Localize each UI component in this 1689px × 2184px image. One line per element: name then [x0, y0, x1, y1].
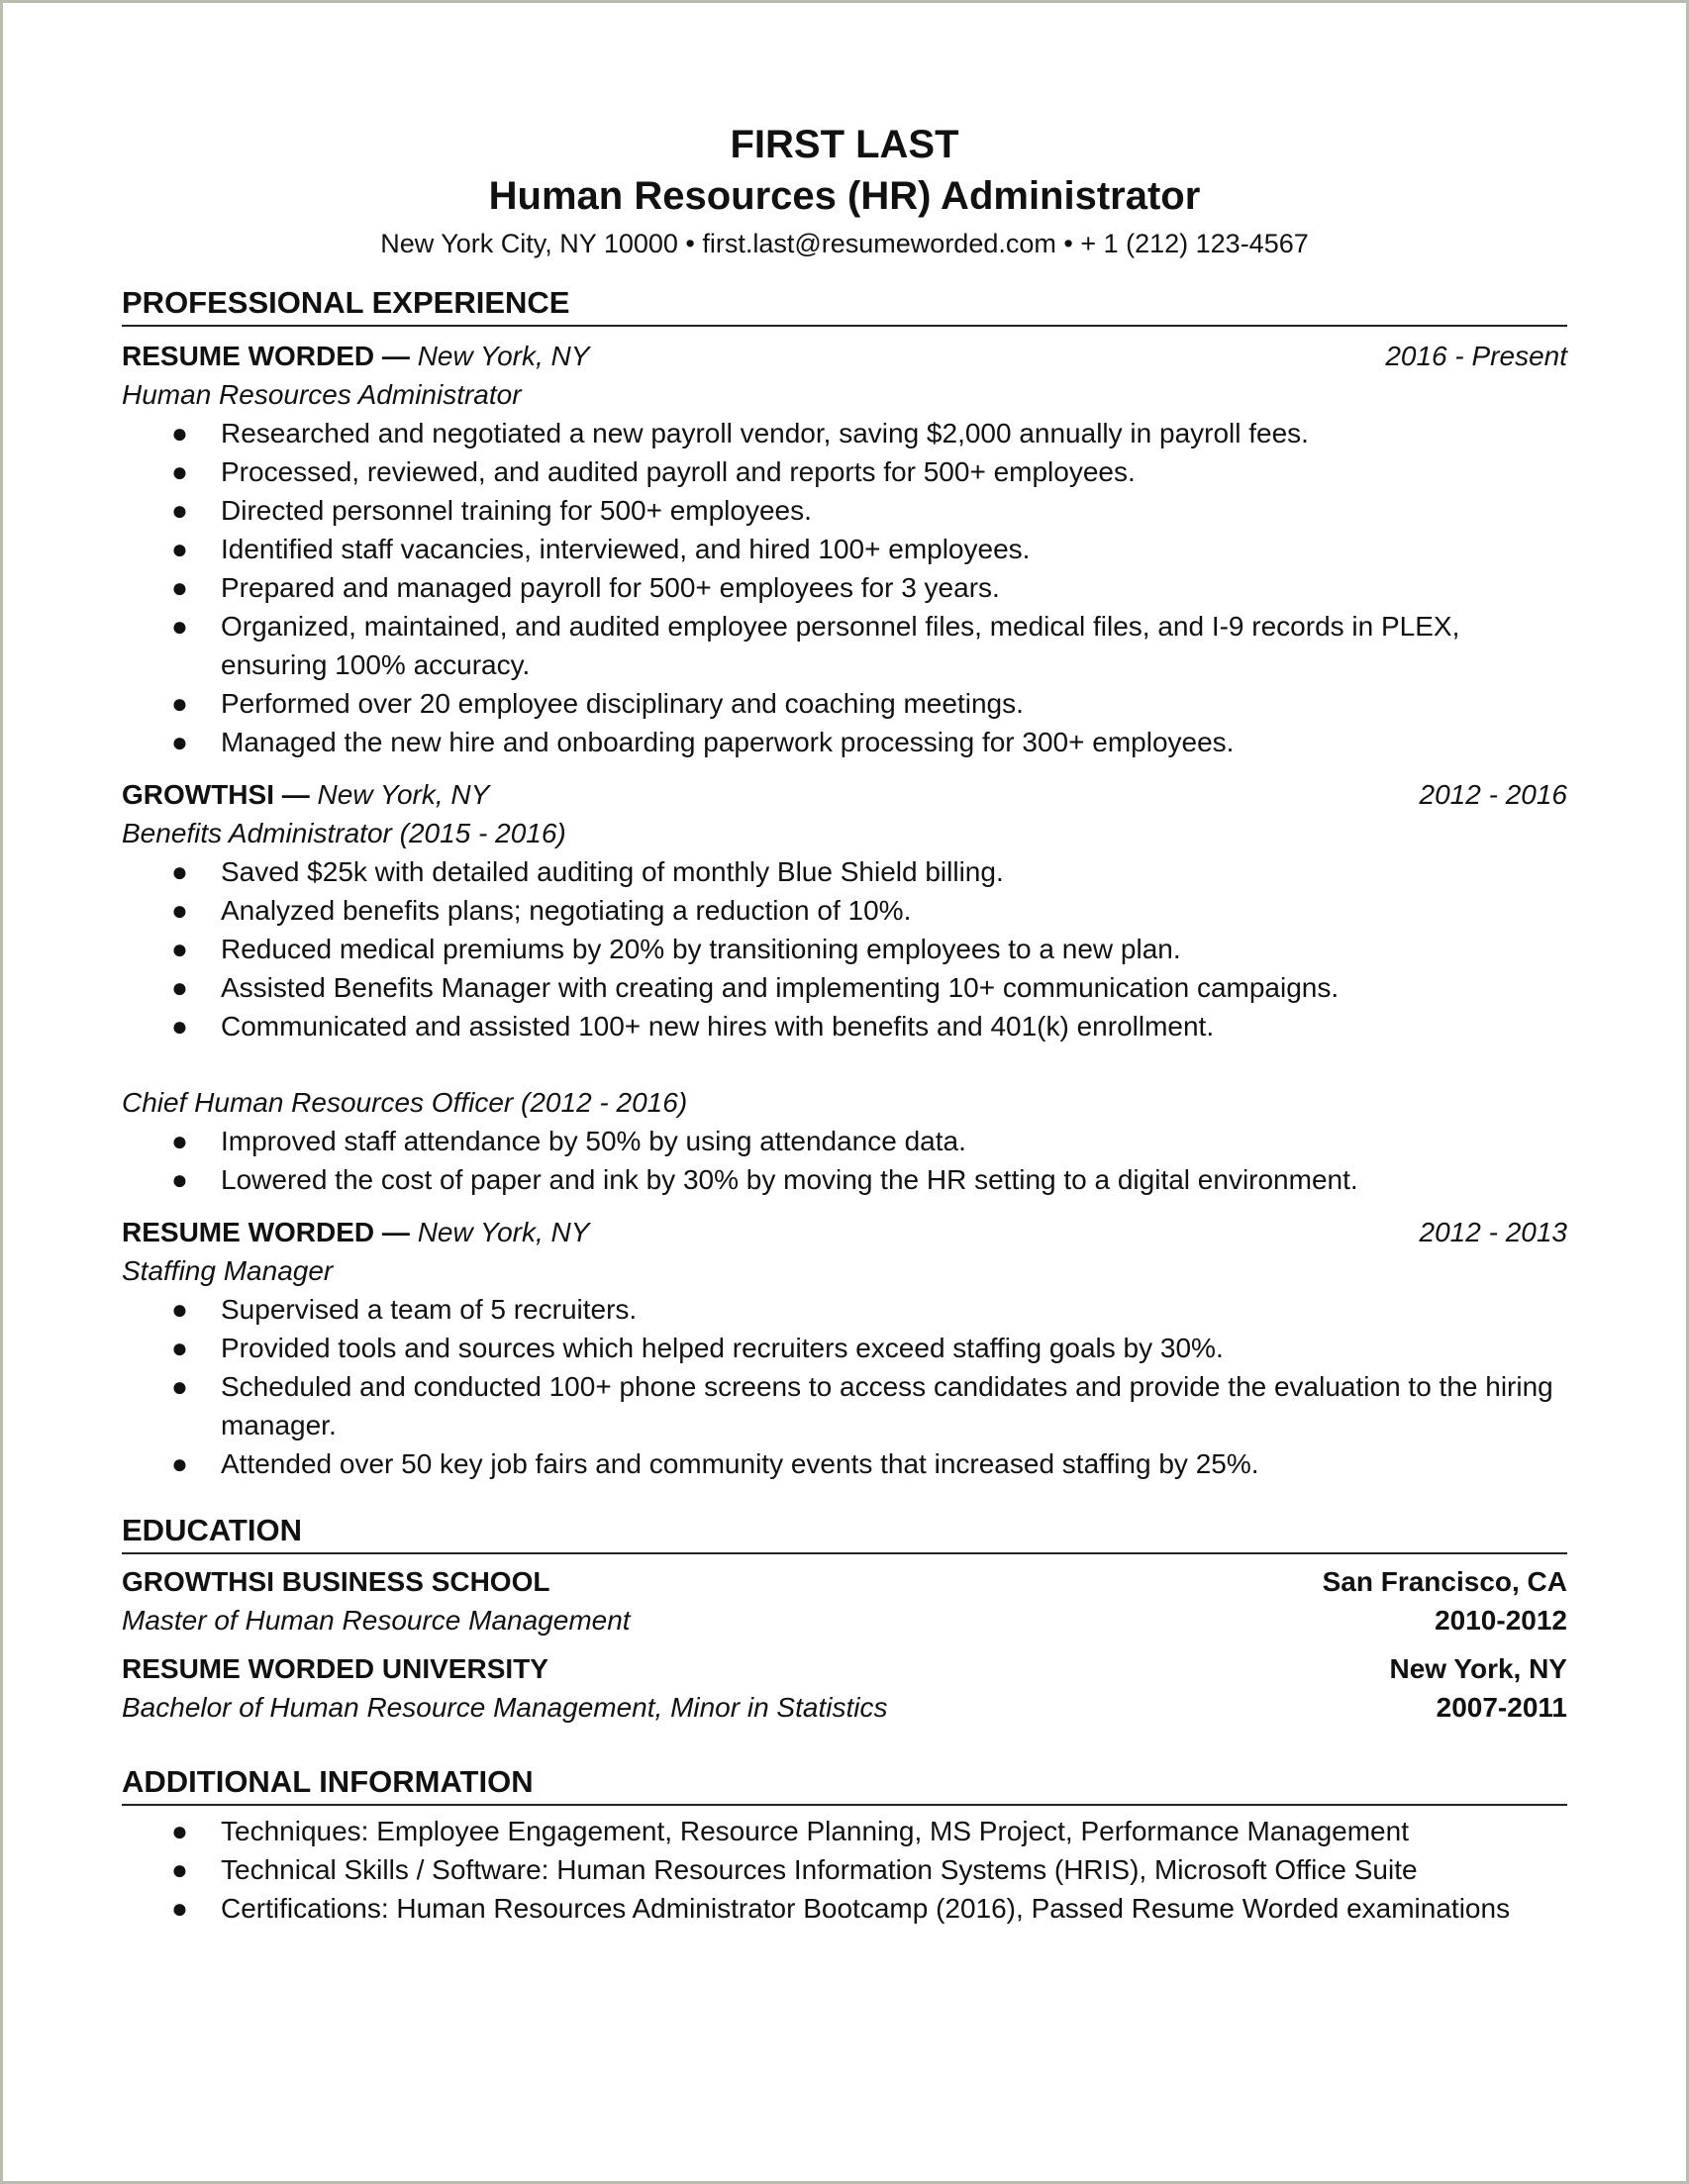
- bullet-text: Communicated and assisted 100+ new hires with benefits and 401(k) enrollment.: [221, 1011, 1215, 1042]
- bullet-text: Processed, reviewed, and audited payroll and reports for 500+ employees.: [221, 456, 1136, 487]
- job-role-title: Human Resources Administrator: [122, 379, 522, 410]
- bullet-dot: ●: [171, 456, 188, 487]
- candidate-title: Human Resources (HR) Administrator: [488, 174, 1201, 218]
- job-header: [122, 337, 1567, 375]
- bullet-text: Managed the new hire and onboarding paperwork processing for 300+ employees.: [221, 727, 1235, 757]
- bullet-dot: ●: [171, 495, 188, 526]
- additional-heading: ADDITIONAL INFORMATION: [122, 1762, 1567, 1806]
- bullet-text: Identified staff vacancies, interviewed, and hired 100+ employees.: [221, 534, 1031, 564]
- school-location: San Francisco, CA: [1322, 1566, 1567, 1597]
- bullet-text: Attended over 50 key job fairs and community events that increased staffing by 25%.: [221, 1448, 1259, 1479]
- bullet-item: [122, 1444, 1567, 1483]
- job-entry: [122, 775, 1567, 1199]
- bullet-item: [122, 852, 1567, 891]
- job-org: RESUME WORDED —: [122, 1217, 410, 1247]
- bullet-list: [122, 852, 1567, 1045]
- bullet-dot: ●: [171, 895, 188, 926]
- job-org-location: [122, 775, 489, 814]
- school-name: GROWTHSI BUSINESS SCHOOL: [122, 1566, 550, 1597]
- bullet-item: [122, 530, 1567, 568]
- bullet-dot: ●: [171, 1126, 188, 1156]
- bullet-dot: ●: [171, 534, 188, 564]
- bullet-list: [122, 1290, 1567, 1483]
- job-role-title: Chief Human Resources Officer (2012 - 2016): [122, 1087, 688, 1118]
- school-name: RESUME WORDED UNIVERSITY: [122, 1653, 548, 1684]
- experience-list: [122, 337, 1567, 1483]
- job-org-location: [122, 337, 589, 375]
- bullet-item: [122, 1889, 1567, 1928]
- bullet-text: Researched and negotiated a new payroll vendor, saving $2,000 annually in payroll fees.: [221, 418, 1309, 448]
- job-role-title: Benefits Administrator (2015 - 2016): [122, 818, 566, 848]
- education-row: [122, 1601, 1567, 1639]
- bullet-dot: ●: [171, 1164, 188, 1195]
- contact-line: New York City, NY 10000 • first.last@resumeworded.com • + 1 (212) 123-4567: [380, 229, 1309, 258]
- degree-name: Bachelor of Human Resource Management, Minor in Statistics: [122, 1692, 888, 1723]
- job-dates: 2012 - 2013: [1419, 1217, 1567, 1247]
- job-org-location: [122, 1213, 589, 1251]
- bullet-text: Saved $25k with detailed auditing of monthly Blue Shield billing.: [221, 856, 1004, 887]
- candidate-name: FIRST LAST: [730, 123, 959, 166]
- education-entry: [122, 1649, 1567, 1727]
- job-header: [122, 775, 1567, 814]
- bullet-item: [122, 1290, 1567, 1329]
- bullet-text: Technical Skills / Software: Human Resources Information Systems (HRIS), Microsoft Office Suite: [221, 1854, 1418, 1885]
- bullet-text: Reduced medical premiums by 20% by transitioning employees to a new plan.: [221, 934, 1181, 964]
- bullet-item: [122, 1367, 1567, 1444]
- bullet-item: [122, 684, 1567, 723]
- bullet-item: [122, 452, 1567, 491]
- education-entry: [122, 1562, 1567, 1639]
- bullet-dot: ●: [171, 1448, 188, 1479]
- bullet-dot: ●: [171, 1816, 188, 1846]
- bullet-text: Directed personnel training for 500+ employees.: [221, 495, 812, 526]
- bullet-dot: ●: [171, 688, 188, 719]
- education-row: [122, 1562, 1567, 1601]
- bullet-item: [122, 491, 1567, 530]
- degree-years: 2010-2012: [1435, 1605, 1567, 1636]
- bullet-item: [122, 568, 1567, 607]
- bullet-item: [122, 1160, 1567, 1199]
- bullet-text: Certifications: Human Resources Administrator Bootcamp (2016), Passed Resume Worded examinations: [221, 1893, 1511, 1924]
- bullet-item: [122, 930, 1567, 968]
- bullet-dot: ●: [171, 1893, 188, 1924]
- bullet-dot: ●: [171, 1294, 188, 1325]
- job-header: [122, 1213, 1567, 1251]
- resume-header: [122, 119, 1567, 263]
- bullet-item: [122, 1812, 1567, 1850]
- bullet-dot: ●: [171, 856, 188, 887]
- bullet-dot: ●: [171, 1371, 188, 1402]
- bullet-text: Improved staff attendance by 50% by using attendance data.: [221, 1126, 966, 1156]
- job-org: GROWTHSI —: [122, 779, 310, 810]
- bullet-dot: ●: [171, 1854, 188, 1885]
- job-location: New York, NY: [317, 779, 490, 810]
- job-role-title: Staffing Manager: [122, 1255, 334, 1286]
- bullet-text: Lowered the cost of paper and ink by 30% by moving the HR setting to a digital environment.: [221, 1164, 1358, 1195]
- bullet-dot: ●: [171, 727, 188, 757]
- bullet-item: [122, 414, 1567, 452]
- bullet-text: Prepared and managed payroll for 500+ employees for 3 years.: [221, 572, 1000, 603]
- additional-list: [122, 1812, 1567, 1928]
- bullet-dot: ●: [171, 934, 188, 964]
- bullet-item: [122, 968, 1567, 1007]
- job-dates: 2016 - Present: [1385, 341, 1567, 371]
- bullet-list: [122, 1122, 1567, 1199]
- bullet-dot: ●: [171, 418, 188, 448]
- bullet-item: [122, 723, 1567, 761]
- resume-page: [122, 119, 1567, 1928]
- bullet-text: Assisted Benefits Manager with creating and implementing 10+ communication campaigns.: [221, 972, 1340, 1003]
- bullet-item: [122, 1122, 1567, 1160]
- bullet-item: [122, 1850, 1567, 1889]
- bullet-text: Performed over 20 employee disciplinary and coaching meetings.: [221, 688, 1024, 719]
- bullet-dot: ●: [171, 972, 188, 1003]
- job-location: New York, NY: [417, 1217, 590, 1247]
- education-row: [122, 1688, 1567, 1727]
- bullet-list: [122, 414, 1567, 761]
- bullet-dot: ●: [171, 572, 188, 603]
- degree-name: Master of Human Resource Management: [122, 1605, 631, 1636]
- school-location: New York, NY: [1389, 1653, 1567, 1684]
- bullet-item: [122, 1329, 1567, 1367]
- bullet-text: Provided tools and sources which helped recruiters exceed staffing goals by 30%.: [221, 1333, 1224, 1363]
- job-entry: [122, 1213, 1567, 1483]
- degree-years: 2007-2011: [1436, 1692, 1567, 1723]
- bullet-text: Analyzed benefits plans; negotiating a reduction of 10%.: [221, 895, 912, 926]
- bullet-dot: ●: [171, 1333, 188, 1363]
- bullet-item: [122, 607, 1567, 684]
- education-row: [122, 1649, 1567, 1688]
- bullet-text: Supervised a team of 5 recruiters.: [221, 1294, 638, 1325]
- education-list: [122, 1562, 1567, 1727]
- experience-heading: PROFESSIONAL EXPERIENCE: [122, 283, 1567, 327]
- bullet-text: Techniques: Employee Engagement, Resource Planning, MS Project, Performance Management: [221, 1816, 1409, 1846]
- job-org: RESUME WORDED —: [122, 341, 410, 371]
- bullet-item: [122, 891, 1567, 930]
- education-heading: EDUCATION: [122, 1511, 1567, 1554]
- bullet-dot: ●: [171, 611, 188, 642]
- job-dates: 2012 - 2016: [1419, 779, 1567, 810]
- bullet-text: Organized, maintained, and audited employee personnel files, medical files, and I-9 records in PLEX, ensuring 100% accuracy.: [221, 611, 1460, 680]
- bullet-dot: ●: [171, 1011, 188, 1042]
- job-location: New York, NY: [417, 341, 590, 371]
- job-entry: [122, 337, 1567, 761]
- bullet-text: Scheduled and conducted 100+ phone screens to access candidates and provide the evaluation to the hiring manager.: [221, 1371, 1553, 1440]
- bullet-item: [122, 1007, 1567, 1045]
